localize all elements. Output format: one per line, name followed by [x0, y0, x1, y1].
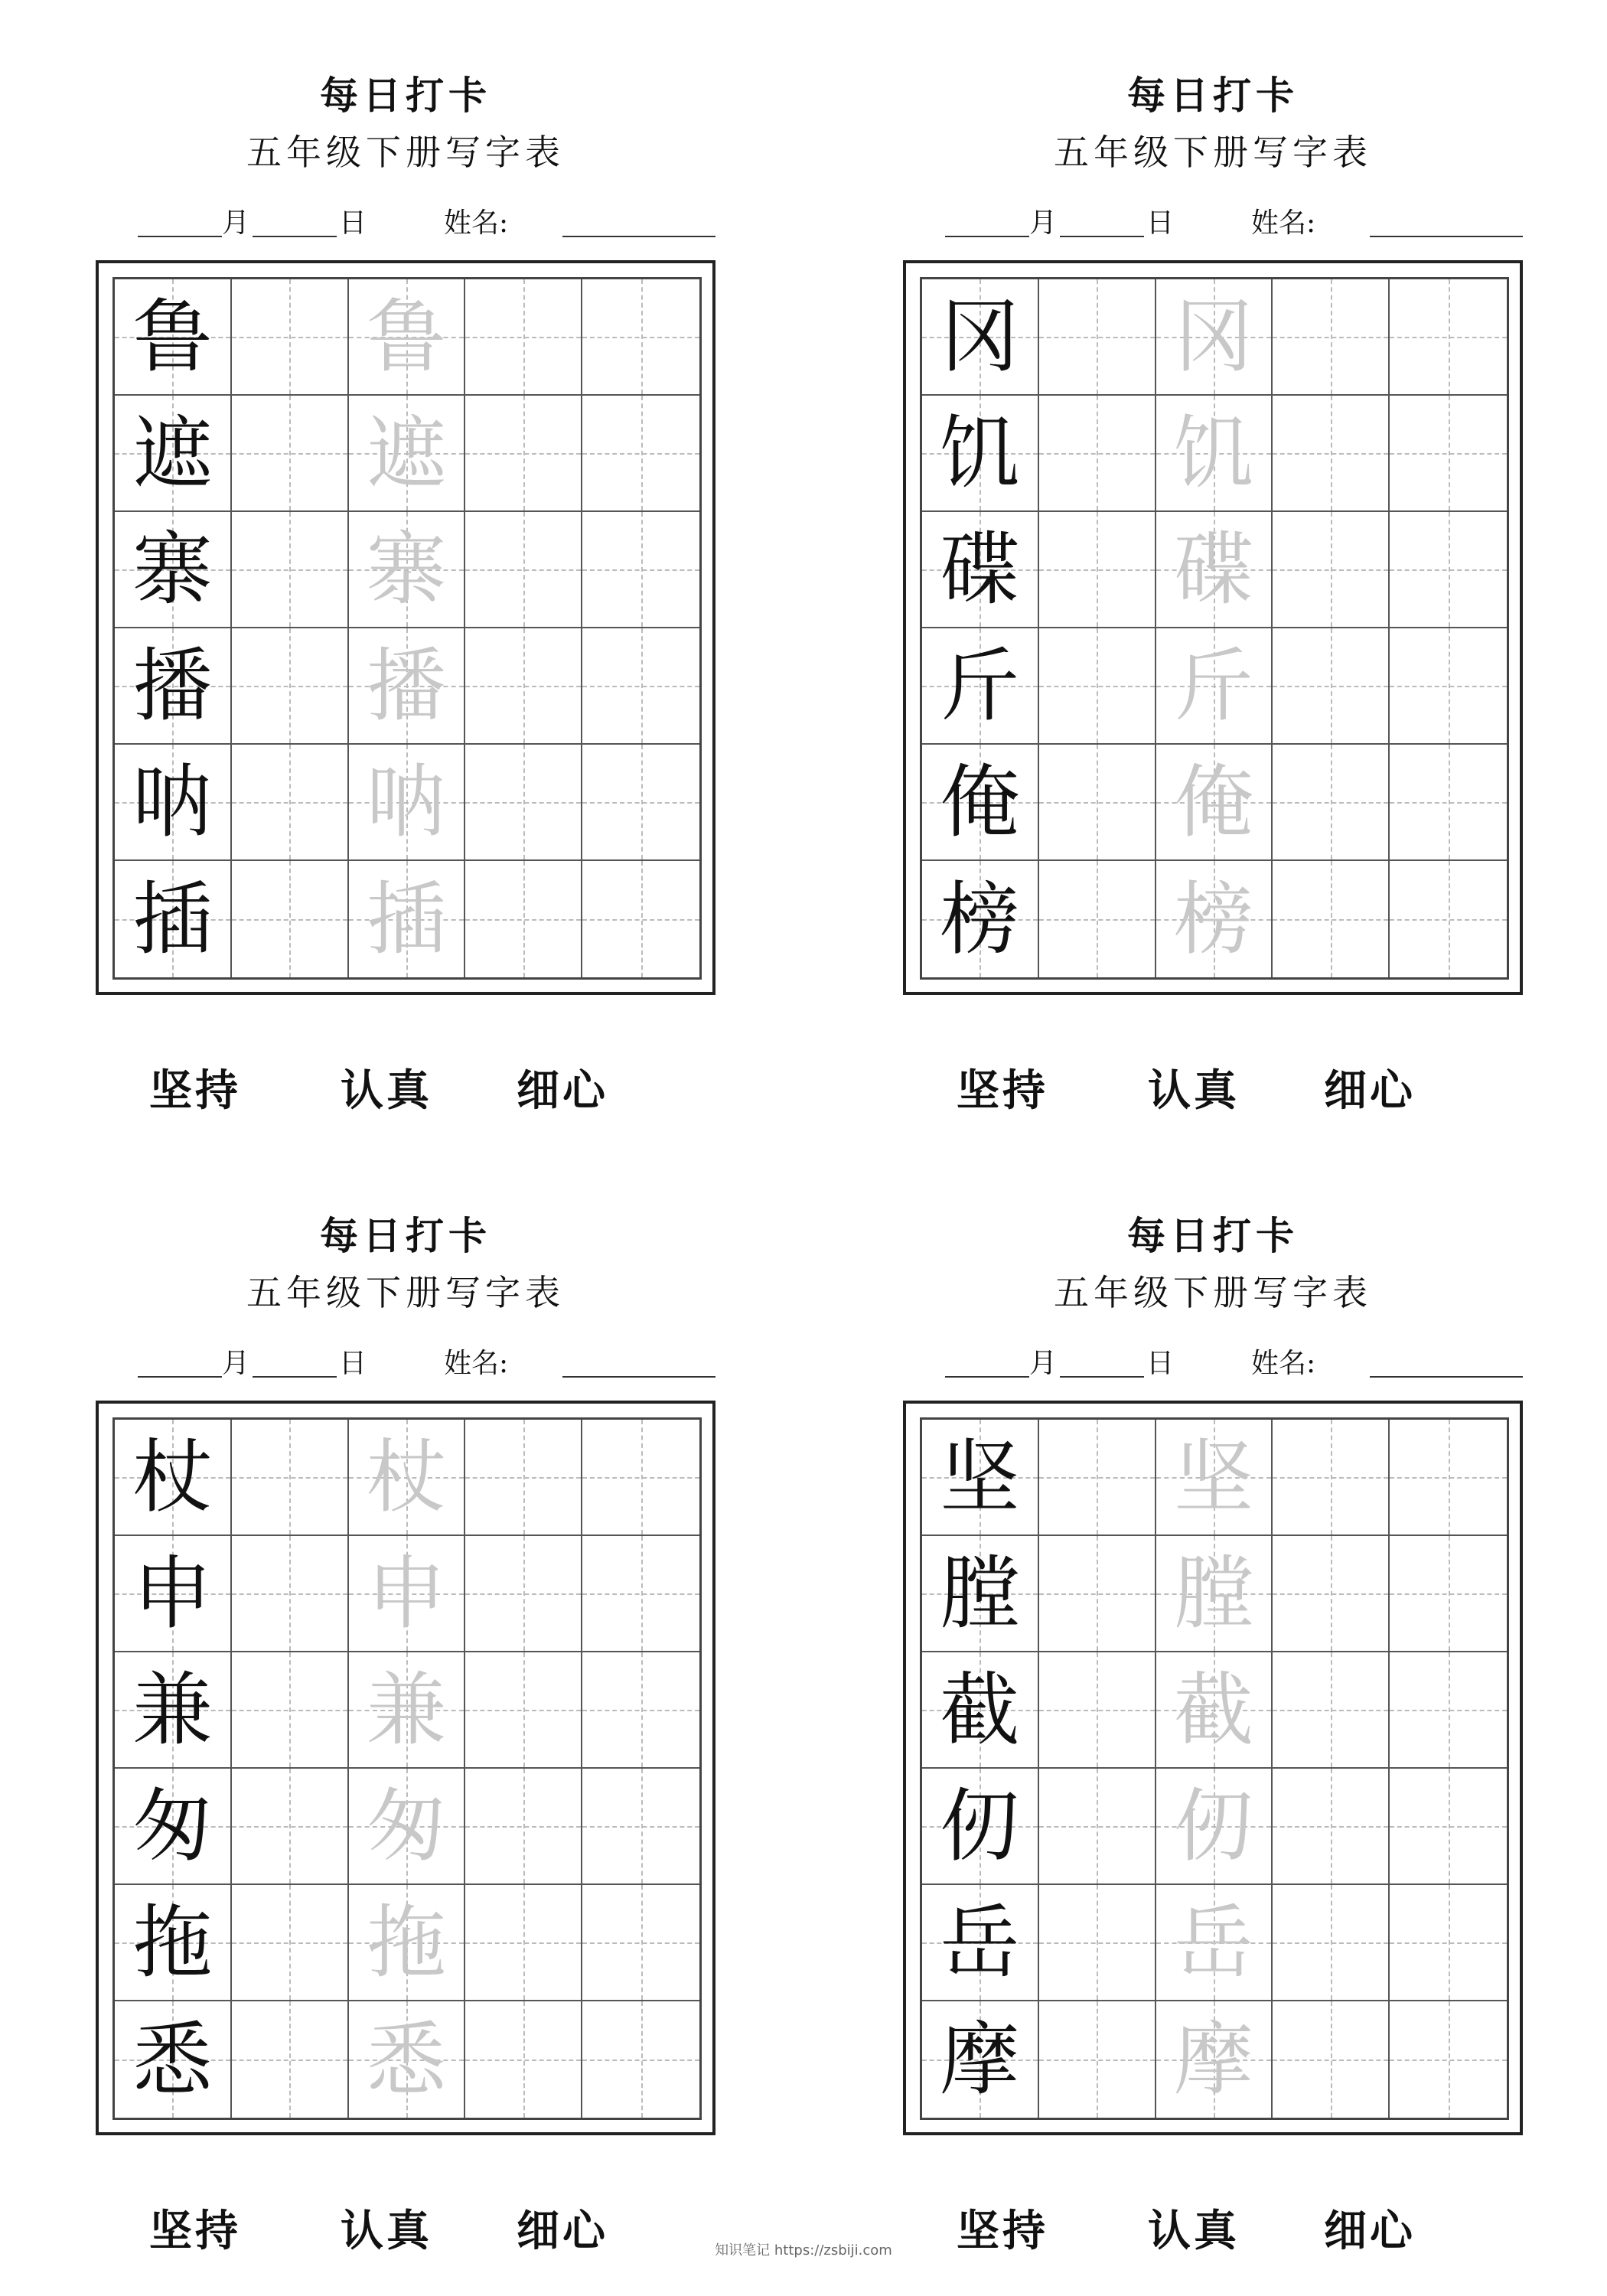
trace-character: 插 — [366, 872, 446, 966]
grid-cell — [582, 1885, 699, 2001]
month-blank — [945, 1376, 1029, 1378]
grid-cell — [232, 1769, 349, 1885]
grid-cell — [1039, 2001, 1156, 2118]
motto-word: 细心 — [1324, 2206, 1416, 2256]
trace-character: 饥 — [1173, 406, 1253, 500]
trace-character: 鲁 — [366, 290, 446, 383]
date-name-line — [96, 197, 861, 243]
worksheet-card — [903, 1209, 1607, 2296]
trace-character: 摩 — [1173, 2013, 1253, 2106]
grid-cell — [349, 745, 466, 861]
grid-cell — [465, 745, 582, 861]
trace-character: 杖 — [366, 1430, 446, 1524]
grid-cell — [232, 512, 349, 628]
name-label: 姓名: — [1251, 1348, 1316, 1379]
grid-cell — [465, 1885, 582, 2001]
writing-grid-frame — [96, 260, 715, 995]
trace-character: 遮 — [366, 406, 446, 500]
grid-cell — [582, 1652, 699, 1769]
month-label: 月 — [1029, 207, 1058, 239]
worksheet-card — [96, 1209, 861, 2296]
model-character: 摩 — [940, 2013, 1020, 2106]
model-character: 插 — [132, 872, 213, 966]
grid-cell — [349, 279, 466, 396]
card-subtitle: 五年级下册写字表 — [246, 1272, 565, 1313]
model-character: 播 — [132, 639, 213, 732]
trace-character: 膛 — [1173, 1547, 1253, 1640]
motto-word: 认真 — [341, 2206, 432, 2256]
name-blank — [1370, 1376, 1523, 1378]
name-label: 姓名: — [1251, 207, 1316, 239]
grid-cell — [349, 1769, 466, 1885]
motto-word: 细心 — [517, 2206, 608, 2256]
trace-character: 申 — [366, 1547, 446, 1640]
trace-character: 冈 — [1173, 290, 1253, 383]
grid-cell — [1390, 1652, 1507, 1769]
grid-cell — [115, 279, 232, 396]
motto-word: 坚持 — [149, 1065, 241, 1116]
grid-cell — [349, 628, 466, 745]
grid-cell — [232, 861, 349, 977]
grid-cell — [1273, 628, 1390, 745]
grid-cell — [115, 1885, 232, 2001]
trace-character: 碟 — [1173, 523, 1253, 616]
trace-character: 俺 — [1173, 755, 1253, 849]
grid-cell — [1273, 512, 1390, 628]
grid-cell — [922, 1652, 1039, 1769]
grid-cell — [1273, 279, 1390, 396]
model-character: 呐 — [132, 755, 213, 849]
grid-cell — [922, 512, 1039, 628]
name-blank — [562, 1376, 715, 1378]
month-label: 月 — [1029, 1348, 1058, 1379]
grid-cell — [582, 396, 699, 512]
grid-cell — [465, 861, 582, 977]
card-subtitle: 五年级下册写字表 — [1054, 132, 1372, 173]
grid-cell — [1273, 1885, 1390, 2001]
grid-cell — [1039, 396, 1156, 512]
grid-cell — [922, 861, 1039, 977]
worksheet-card — [903, 69, 1607, 1156]
grid-cell — [232, 2001, 349, 2118]
grid-cell — [1390, 745, 1507, 861]
motto-word: 认真 — [1148, 1065, 1240, 1116]
name-label: 姓名: — [444, 1348, 509, 1379]
grid-cell — [1039, 1769, 1156, 1885]
grid-cell — [115, 1420, 232, 1536]
model-character: 鲁 — [132, 290, 213, 383]
name-label: 姓名: — [444, 207, 509, 239]
day-blank — [1060, 1376, 1144, 1378]
model-character: 申 — [132, 1547, 213, 1640]
grid-cell — [349, 1652, 466, 1769]
writing-grid — [920, 277, 1509, 980]
grid-cell — [582, 1420, 699, 1536]
grid-cell — [349, 396, 466, 512]
day-label: 日 — [339, 207, 367, 239]
model-character: 坚 — [940, 1430, 1020, 1524]
grid-cell — [1273, 861, 1390, 977]
writing-grid — [112, 277, 702, 980]
grid-cell — [1039, 628, 1156, 745]
grid-cell — [349, 1885, 466, 2001]
grid-cell — [115, 745, 232, 861]
day-label: 日 — [1146, 207, 1175, 239]
writing-grid — [920, 1417, 1509, 2120]
grid-cell — [465, 512, 582, 628]
month-blank — [945, 236, 1029, 237]
trace-character: 播 — [366, 639, 446, 732]
model-character: 膛 — [940, 1547, 1020, 1640]
grid-cell — [465, 396, 582, 512]
trace-character: 截 — [1173, 1663, 1253, 1756]
motto — [957, 1056, 1538, 1125]
grid-cell — [1390, 2001, 1507, 2118]
trace-character: 岳 — [1173, 1896, 1253, 1989]
grid-cell — [1273, 1536, 1390, 1652]
grid-cell — [922, 1420, 1039, 1536]
card-subtitle: 五年级下册写字表 — [1054, 1272, 1372, 1313]
motto-word: 坚持 — [957, 2206, 1048, 2256]
name-blank — [1370, 236, 1523, 237]
grid-cell — [1156, 1885, 1273, 2001]
trace-character: 榜 — [1173, 872, 1253, 966]
trace-character: 坚 — [1173, 1430, 1253, 1524]
model-character: 兼 — [132, 1663, 213, 1756]
grid-cell — [1039, 1536, 1156, 1652]
grid-cell — [465, 1652, 582, 1769]
model-character: 悉 — [132, 2013, 213, 2106]
model-character: 俺 — [940, 755, 1020, 849]
grid-cell — [115, 861, 232, 977]
grid-cell — [582, 2001, 699, 2118]
grid-cell — [232, 396, 349, 512]
grid-cell — [1039, 1652, 1156, 1769]
grid-cell — [582, 279, 699, 396]
grid-cell — [1273, 1769, 1390, 1885]
worksheet-card — [96, 69, 861, 1156]
trace-character: 呐 — [366, 755, 446, 849]
grid-cell — [582, 1536, 699, 1652]
grid-cell — [1156, 2001, 1273, 2118]
grid-cell — [1390, 1420, 1507, 1536]
grid-cell — [1156, 1420, 1273, 1536]
grid-cell — [1156, 512, 1273, 628]
model-character: 杖 — [132, 1430, 213, 1524]
date-name-line — [96, 1338, 861, 1384]
grid-cell — [1273, 2001, 1390, 2118]
grid-cell — [1156, 279, 1273, 396]
grid-cell — [115, 396, 232, 512]
grid-cell — [1156, 1536, 1273, 1652]
grid-cell — [922, 2001, 1039, 2118]
month-blank — [138, 1376, 222, 1378]
grid-cell — [1273, 1420, 1390, 1536]
model-character: 斤 — [940, 639, 1020, 732]
grid-cell — [922, 1769, 1039, 1885]
grid-cell — [1390, 396, 1507, 512]
grid-cell — [582, 861, 699, 977]
grid-cell — [1156, 861, 1273, 977]
day-label: 日 — [1146, 1348, 1175, 1379]
grid-cell — [922, 745, 1039, 861]
grid-cell — [115, 628, 232, 745]
grid-cell — [1273, 745, 1390, 861]
grid-cell — [465, 2001, 582, 2118]
grid-cell — [349, 1536, 466, 1652]
grid-cell — [1039, 861, 1156, 977]
motto-word: 坚持 — [149, 2206, 241, 2256]
grid-cell — [1039, 512, 1156, 628]
grid-cell — [115, 512, 232, 628]
card-title: 每日打卡 — [1127, 73, 1299, 118]
card-title: 每日打卡 — [320, 1213, 491, 1258]
model-character: 饥 — [940, 406, 1020, 500]
writing-grid-frame — [903, 260, 1523, 995]
grid-cell — [232, 1420, 349, 1536]
trace-character: 拖 — [366, 1896, 446, 1989]
month-blank — [138, 236, 222, 237]
model-character: 岳 — [940, 1896, 1020, 1989]
grid-cell — [115, 2001, 232, 2118]
month-label: 月 — [222, 207, 250, 239]
model-character: 碟 — [940, 523, 1020, 616]
motto-word: 细心 — [517, 1065, 608, 1116]
month-label: 月 — [222, 1348, 250, 1379]
motto-word: 认真 — [1148, 2206, 1240, 2256]
model-character: 仞 — [940, 1779, 1020, 1873]
name-blank — [562, 236, 715, 237]
grid-cell — [1156, 745, 1273, 861]
grid-cell — [232, 745, 349, 861]
trace-character: 悉 — [366, 2013, 446, 2106]
grid-cell — [349, 861, 466, 977]
grid-cell — [582, 1769, 699, 1885]
grid-cell — [922, 1885, 1039, 2001]
grid-cell — [1390, 512, 1507, 628]
grid-cell — [1390, 279, 1507, 396]
grid-cell — [1156, 396, 1273, 512]
model-character: 拖 — [132, 1896, 213, 1989]
grid-cell — [1039, 1885, 1156, 2001]
motto-word: 坚持 — [957, 1065, 1048, 1116]
grid-cell — [349, 1420, 466, 1536]
trace-character: 匆 — [366, 1779, 446, 1873]
grid-cell — [1156, 1652, 1273, 1769]
grid-cell — [1390, 628, 1507, 745]
grid-cell — [1390, 1885, 1507, 2001]
grid-cell — [232, 1536, 349, 1652]
grid-cell — [582, 628, 699, 745]
grid-cell — [1156, 628, 1273, 745]
grid-cell — [582, 512, 699, 628]
grid-cell — [1039, 1420, 1156, 1536]
grid-cell — [582, 745, 699, 861]
day-blank — [253, 236, 337, 237]
grid-cell — [465, 1536, 582, 1652]
grid-cell — [232, 1885, 349, 2001]
day-blank — [1060, 236, 1144, 237]
date-name-line — [903, 197, 1607, 243]
writing-grid-frame — [903, 1401, 1523, 2135]
grid-cell — [465, 1420, 582, 1536]
grid-cell — [232, 279, 349, 396]
trace-character: 斤 — [1173, 639, 1253, 732]
grid-cell — [465, 628, 582, 745]
card-title: 每日打卡 — [320, 73, 491, 118]
writing-grid — [112, 1417, 702, 2120]
grid-cell — [922, 1536, 1039, 1652]
grid-cell — [349, 2001, 466, 2118]
model-character: 榜 — [940, 872, 1020, 966]
trace-character: 兼 — [366, 1663, 446, 1756]
grid-cell — [349, 512, 466, 628]
writing-grid-frame — [96, 1401, 715, 2135]
motto-word: 认真 — [341, 1065, 432, 1116]
grid-cell — [465, 279, 582, 396]
grid-cell — [1390, 1769, 1507, 1885]
motto-word: 细心 — [1324, 1065, 1416, 1116]
trace-character: 寨 — [366, 523, 446, 616]
grid-cell — [232, 628, 349, 745]
grid-cell — [1156, 1769, 1273, 1885]
grid-cell — [922, 396, 1039, 512]
model-character: 截 — [940, 1663, 1020, 1756]
day-label: 日 — [339, 1348, 367, 1379]
date-name-line — [903, 1338, 1607, 1384]
day-blank — [253, 1376, 337, 1378]
grid-cell — [1390, 861, 1507, 977]
grid-cell — [1390, 1536, 1507, 1652]
grid-cell — [232, 1652, 349, 1769]
grid-cell — [115, 1769, 232, 1885]
grid-cell — [1039, 745, 1156, 861]
grid-cell — [922, 279, 1039, 396]
motto — [149, 1056, 731, 1125]
card-title: 每日打卡 — [1127, 1213, 1299, 1258]
grid-cell — [1273, 396, 1390, 512]
trace-character: 仞 — [1173, 1779, 1253, 1873]
model-character: 匆 — [132, 1779, 213, 1873]
footer-watermark: 知识笔记 https://zsbiji.com — [715, 2242, 892, 2258]
card-subtitle: 五年级下册写字表 — [246, 132, 565, 173]
grid-cell — [115, 1652, 232, 1769]
model-character: 寨 — [132, 523, 213, 616]
model-character: 遮 — [132, 406, 213, 500]
grid-cell — [1039, 279, 1156, 396]
grid-cell — [922, 628, 1039, 745]
grid-cell — [1273, 1652, 1390, 1769]
grid-cell — [465, 1769, 582, 1885]
model-character: 冈 — [940, 290, 1020, 383]
grid-cell — [115, 1536, 232, 1652]
